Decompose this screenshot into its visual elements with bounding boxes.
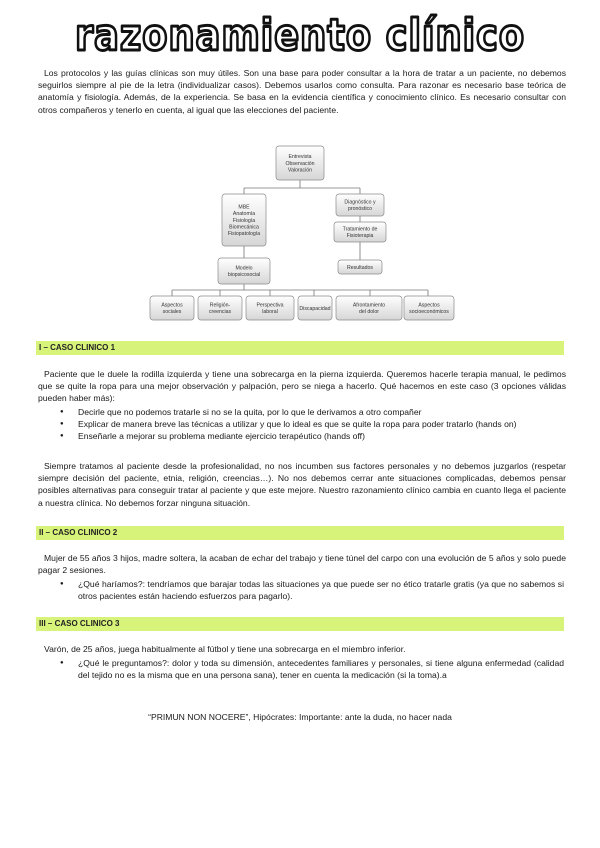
case-3-list bbox=[38, 657, 564, 681]
list-item: ● Explicar de manera breve las técnicas a utilizar y que lo ideal es que se quite la ropa para poder tratarlo (hands on) bbox=[38, 418, 564, 430]
diagram-box-label: Aspectos bbox=[418, 302, 440, 309]
intro-paragraph: Los protocolos y las guías clínicas son muy útiles. Son una base para poder consultar a la hora de tratar a un paciente, no debemos seguirlos siempre al pie de la letra (individualizar casos). Debemos usarlos como consulta. Para razonar es necesario base teórica de anatomía y fisiología. Además, de la experiencia. Se basa en la evidencia científica y conocimiento clínico. Es necesario consultar con otros compañeros y tenerlo en cuenta, al igual que las elecciones del paciente. bbox=[38, 68, 566, 115]
diagram-box-treatment bbox=[334, 222, 386, 242]
diagram-box-label: Afrontamiento bbox=[352, 302, 386, 309]
case-2-list bbox=[38, 578, 564, 602]
diagram-box-results bbox=[338, 260, 382, 274]
case-1-intro: Paciente que le duele la rodilla izquierda y tiene una sobrecarga en la pierna izquierda. Queremos hacerle terapia manual, le pedimos que se quite la ropa para una mejor observación y palpación, pero se niega a hacerlo. Qué hacemos en este caso (3 opciones válidas pueden haber más): bbox=[38, 369, 566, 404]
diagram-box-factor bbox=[198, 296, 242, 320]
case-3-intro: Varón, de 25 años, juega habitualmente al fútbol y tiene una sobrecarga en el miembro inferior. bbox=[44, 644, 406, 654]
diagram-box-label: Discapacidad bbox=[299, 305, 331, 312]
diagram-box-label: Perspectiva bbox=[256, 302, 284, 309]
diagram-box-label: laboral bbox=[262, 309, 278, 316]
diagram-box-label: Anatomía bbox=[232, 211, 256, 218]
diagram-box-factor bbox=[404, 296, 454, 320]
diagram-box-label: Religión- bbox=[209, 302, 231, 309]
diagram-box-label: MBE bbox=[238, 204, 250, 211]
list-item: ● Decirle que no podemos tratarle si no se la quita, por lo que le derivamos a otro compañer bbox=[38, 406, 564, 418]
diagram-svg bbox=[140, 138, 460, 330]
list-item: ● ¿Qué haríamos?: tendríamos que barajar todas las situaciones ya que puede ser no ético tratarle gratis (ya que no sabemos si otros pacientes están haciendo esfuerzos para pagarlo). bbox=[38, 578, 564, 602]
diagram-box-label: Fisiopatología bbox=[227, 231, 261, 237]
section-title: II – CASO CLINICO 2 bbox=[39, 528, 118, 537]
clinical-reasoning-diagram bbox=[140, 138, 460, 330]
diagram-box-label: del dolor bbox=[359, 309, 379, 316]
section-header-case-3 bbox=[36, 617, 564, 631]
closing-quote: “PRIMUN NON NOCERE”, Hipócrates: Importante: ante la duda, no hacer nada bbox=[148, 712, 452, 722]
list-item: ● Enseñarle a mejorar su problema mediante ejercicio terapéutico (hands off) bbox=[38, 430, 564, 442]
list-item: ● ¿Qué le preguntamos?: dolor y toda su dimensión, antecedentes familiares y personales, si tiene alguna enfermedad (calidad del tejido no es la misma que en una persona sana), tener en cuenta la medicación (si la toma).a bbox=[38, 657, 564, 681]
section-title: III – CASO CLINICO 3 bbox=[39, 619, 120, 628]
diagram-box-label: biopsicosocial bbox=[227, 272, 261, 279]
diagram-box-label: pronóstico bbox=[348, 206, 372, 213]
diagram-box-label: Diagnóstico y bbox=[344, 199, 376, 206]
diagram-box-label: Biomecánica bbox=[229, 224, 259, 231]
title-graphic bbox=[0, 6, 600, 62]
diagram-box-label: Aspectos bbox=[161, 302, 183, 309]
section-header-case-1 bbox=[36, 341, 564, 355]
diagram-box-label: Fisiología bbox=[232, 217, 256, 224]
diagram-box-factor bbox=[150, 296, 194, 320]
diagram-box-label: Resultados bbox=[347, 264, 373, 271]
section-title: I – CASO CLINICO 1 bbox=[39, 343, 116, 352]
diagram-box-diagnosis bbox=[336, 194, 384, 216]
diagram-box-label: Tratamiento de bbox=[342, 226, 378, 233]
diagram-box-label: Fisioterapia bbox=[346, 233, 374, 240]
diagram-box-label: Valoración bbox=[287, 167, 313, 174]
diagram-box-assessment bbox=[276, 146, 324, 180]
diagram-box-label: creencias bbox=[208, 309, 232, 316]
title-banner bbox=[0, 6, 600, 62]
diagram-box-factor bbox=[336, 296, 402, 320]
case-2-intro: Mujer de 55 años 3 hijos, madre soltera, la acaban de echar del trabajo y tiene túnel del carpo con una evolución de 5 años y solo puede pagar 2 sesiones. bbox=[38, 553, 566, 576]
diagram-box-mbe bbox=[222, 194, 266, 246]
diagram-connectors bbox=[172, 180, 428, 296]
diagram-box-label: Observación bbox=[285, 160, 315, 167]
diagram-box-label: socioeconómicos bbox=[409, 309, 449, 316]
document-title: razonamiento clínico bbox=[75, 10, 525, 61]
case-1-options-list bbox=[38, 406, 564, 443]
case-1-closing: Siempre tratamos al paciente desde la profesionalidad, no nos incumben sus factores personales y no debemos juzgarlos (respetar siempre decisión del paciente, etnia, religión, creencias…). No nos debemos cerrar ante situaciones complicadas, debemos pensar posibles alternativas para conseguir tratar al paciente y que este mejore. Nuestro razonamiento clínico cambia en cuanto llega el paciente a nuestra clínica. No debemos forzar ninguna situación. bbox=[38, 461, 566, 508]
diagram-box-label: sociales bbox=[162, 309, 182, 316]
diagram-box-biopsychosocial bbox=[218, 258, 270, 284]
diagram-box-label: Entrevista bbox=[288, 154, 312, 161]
section-header-case-2 bbox=[36, 526, 564, 540]
diagram-box-factor bbox=[246, 296, 294, 320]
diagram-box-factor bbox=[298, 296, 332, 320]
diagram-box-label: Modelo bbox=[235, 265, 253, 272]
